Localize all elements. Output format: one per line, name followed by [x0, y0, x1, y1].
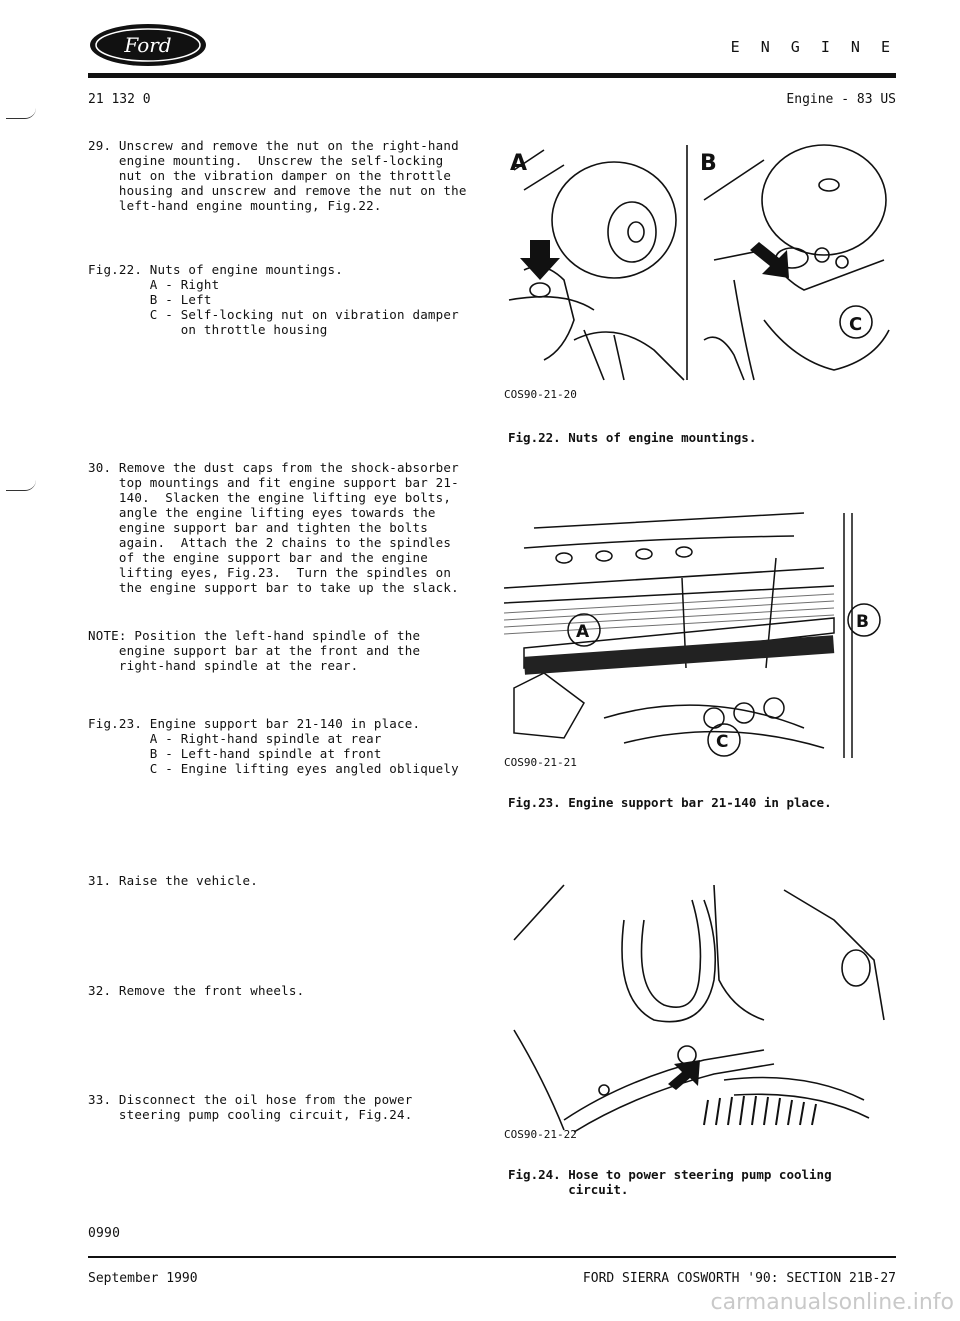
- fig23-label-c: C: [716, 732, 729, 752]
- page-subtitle: Engine - 83 US: [786, 92, 896, 107]
- footer-date: September 1990: [88, 1271, 198, 1286]
- fig24-caption: Fig.24. Hose to power steering pump cooling circuit.: [508, 1167, 832, 1197]
- footer-title: FORD SIERRA COSWORTH '90: SECTION 21B-27: [582, 1271, 896, 1286]
- fig22-label-b: B: [700, 151, 717, 176]
- step-31: 31. Raise the vehicle.: [88, 873, 258, 888]
- figure-22-illustration: [504, 140, 896, 402]
- step-29: 29. Unscrew and remove the nut on the right-hand engine mounting. Unscrew the self-locking nut on the vibration damper on the throttle housing and unscrew and remove the nut on the left-hand engine mounting, Fig.22.: [88, 138, 467, 213]
- fig22-legend: Fig.22. Nuts of engine mountings. A - Right B - Left C - Self-locking nut on vibration damper on throttle housing: [88, 262, 459, 337]
- header-rule: [88, 73, 896, 78]
- step-33: 33. Disconnect the oil hose from the power steering pump cooling circuit, Fig.24.: [88, 1092, 413, 1122]
- fig23-label-b: B: [856, 612, 869, 632]
- fig23-code: COS90-21-21: [504, 756, 577, 769]
- page-code: 0990: [88, 1226, 121, 1241]
- ford-logo: [88, 22, 208, 68]
- change-bar-mark: [6, 108, 36, 119]
- logo-text: Ford: [124, 33, 172, 57]
- step-32: 32. Remove the front wheels.: [88, 983, 305, 998]
- note-spindle: NOTE: Position the left-hand spindle of the engine support bar at the front and the right-hand spindle at the rear.: [88, 628, 421, 673]
- fig22-code: COS90-21-20: [504, 388, 577, 401]
- fig23-legend: Fig.23. Engine support bar 21-140 in place. A - Right-hand spindle at rear B - Left-hand spindle at front C - Engine lifting eyes angled obliquely: [88, 716, 459, 776]
- fig22-caption: Fig.22. Nuts of engine mountings.: [508, 430, 757, 445]
- watermark-link[interactable]: carmanualsonline.info: [710, 1290, 954, 1315]
- section-title: E N G I N E: [730, 38, 896, 56]
- fig22-label-a: A: [510, 151, 528, 176]
- fig22-label-c: C: [849, 314, 863, 335]
- document-number: 21 132 0: [88, 92, 151, 107]
- fig23-caption: Fig.23. Engine support bar 21-140 in place.: [508, 795, 832, 810]
- footer-rule: [88, 1256, 896, 1258]
- fig24-code: COS90-21-22: [504, 1128, 577, 1141]
- fig23-label-a: A: [576, 622, 590, 642]
- change-bar-mark: [6, 480, 36, 491]
- figure-23-illustration: [504, 508, 896, 770]
- figure-24-illustration: [504, 880, 896, 1142]
- step-30: 30. Remove the dust caps from the shock-absorber top mountings and fit engine support bar 21- 140. Slacken the engine lifting eye bolts, angle the engine lifting eyes towards the engine support bar and tighten the bolts again. Attach the 2 chains to the spindles of the engine support bar and the engine lifting eyes, Fig.23. Turn the spindles on the engine support bar to take up the slack.: [88, 460, 459, 595]
